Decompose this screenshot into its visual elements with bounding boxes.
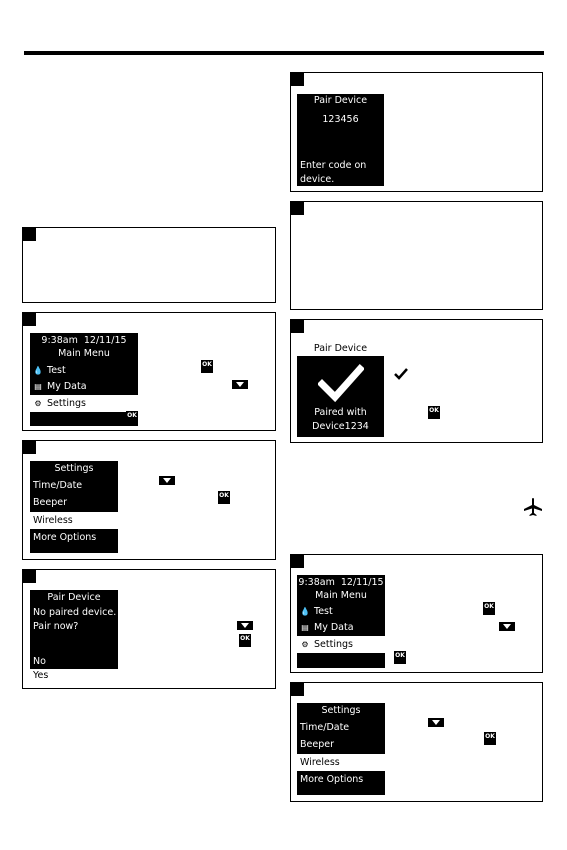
selected-row (30, 395, 138, 412)
down-arrow-button-icon (159, 476, 175, 485)
menu-item-more-options[interactable]: More Options (33, 532, 97, 543)
meter-screen-paired (297, 341, 384, 437)
screen-title: Pair Device (313, 343, 368, 354)
menu-item-settings[interactable]: Settings (314, 639, 353, 650)
menu-item-time-date[interactable]: Time/Date (300, 722, 350, 733)
my-data-icon: ▤ (34, 382, 42, 391)
down-arrow-button-icon (232, 380, 248, 389)
blood-drop-icon: 💧 (300, 607, 310, 616)
meter-screen-pair-code (297, 94, 384, 186)
menu-item-test[interactable]: Test (314, 606, 333, 617)
meter-screen-pair-prompt (30, 590, 118, 682)
instruction-line-2: device. (300, 174, 335, 185)
screen-time: 9:38am (41, 335, 78, 346)
menu-item-wireless[interactable]: Wireless (300, 757, 340, 768)
step-box-right-5 (290, 682, 543, 802)
ok-button-icon: OK (428, 406, 440, 419)
blood-drop-icon: 💧 (33, 366, 43, 375)
ok-button-icon: OK (218, 491, 230, 504)
screen-date: 12/11/15 (340, 577, 384, 588)
prompt-line-1: No paired device. (33, 607, 117, 618)
step-box-left-1 (22, 227, 276, 303)
step-marker (291, 202, 304, 215)
airplane-icon (523, 497, 543, 517)
screen-title: Pair Device (47, 592, 101, 603)
option-no[interactable]: No (33, 656, 46, 667)
step-marker (23, 228, 36, 241)
screen-title: Main Menu (315, 590, 367, 601)
top-rule (24, 51, 544, 55)
step-marker (23, 313, 36, 326)
step-marker (291, 73, 304, 86)
prompt-line-2: Pair now? (33, 621, 79, 632)
meter-screen-settings (297, 703, 385, 795)
menu-item-test[interactable]: Test (47, 365, 66, 376)
screen-title: Pair Device (313, 95, 368, 106)
screen-date: 12/11/15 (83, 335, 127, 346)
down-arrow-button-icon (428, 718, 444, 727)
step-box-left-3 (22, 440, 276, 560)
menu-item-settings[interactable]: Settings (47, 398, 86, 409)
menu-item-beeper[interactable]: Beeper (33, 497, 67, 508)
step-box-right-4 (290, 554, 543, 673)
checkmark-icon (393, 367, 409, 381)
instruction-line-1: Enter code on (300, 160, 367, 171)
step-box-right-1 (290, 72, 543, 192)
down-arrow-button-icon (499, 622, 515, 631)
selected-row (30, 512, 118, 529)
gear-icon: ⚙ (34, 399, 42, 408)
screen-title: Settings (321, 705, 361, 716)
paired-line-2: Device1234 (312, 421, 369, 432)
ok-button-icon: OK (201, 360, 213, 373)
ok-button-icon: OK (484, 732, 496, 745)
step-box-left-2 (22, 312, 276, 431)
selected-row (30, 669, 118, 682)
meter-screen-main-menu (30, 333, 138, 426)
ok-button-icon: OK (126, 411, 138, 424)
ok-button-icon: OK (394, 651, 406, 664)
menu-item-wireless[interactable]: Wireless (33, 515, 73, 526)
step-box-left-4 (22, 569, 276, 689)
selected-row (297, 754, 385, 771)
selected-row (297, 636, 385, 653)
menu-item-beeper[interactable]: Beeper (300, 739, 334, 750)
step-box-right-2 (290, 201, 543, 310)
checkmark-icon (318, 363, 364, 403)
step-marker (291, 683, 304, 696)
step-marker (23, 441, 36, 454)
menu-item-time-date[interactable]: Time/Date (33, 480, 83, 491)
my-data-icon: ▤ (301, 623, 309, 632)
screen-title: Settings (54, 463, 94, 474)
screen-title: Main Menu (58, 348, 110, 359)
option-yes[interactable]: Yes (33, 670, 49, 681)
down-arrow-button-icon (237, 621, 253, 630)
meter-screen-settings (30, 461, 118, 553)
pairing-code: 123456 (322, 114, 359, 125)
menu-item-my-data[interactable]: My Data (314, 622, 354, 633)
step-marker (291, 320, 304, 333)
step-box-right-3 (290, 319, 543, 443)
gear-icon: ⚙ (301, 640, 309, 649)
step-marker (291, 555, 304, 568)
meter-screen-main-menu (297, 575, 385, 668)
menu-item-my-data[interactable]: My Data (47, 381, 87, 392)
step-marker (23, 570, 36, 583)
ok-button-icon: OK (483, 602, 495, 615)
paired-line-1: Paired with (314, 407, 367, 418)
screen-time: 9:38am (298, 577, 335, 588)
ok-button-icon: OK (239, 634, 251, 647)
menu-item-more-options[interactable]: More Options (300, 774, 364, 785)
